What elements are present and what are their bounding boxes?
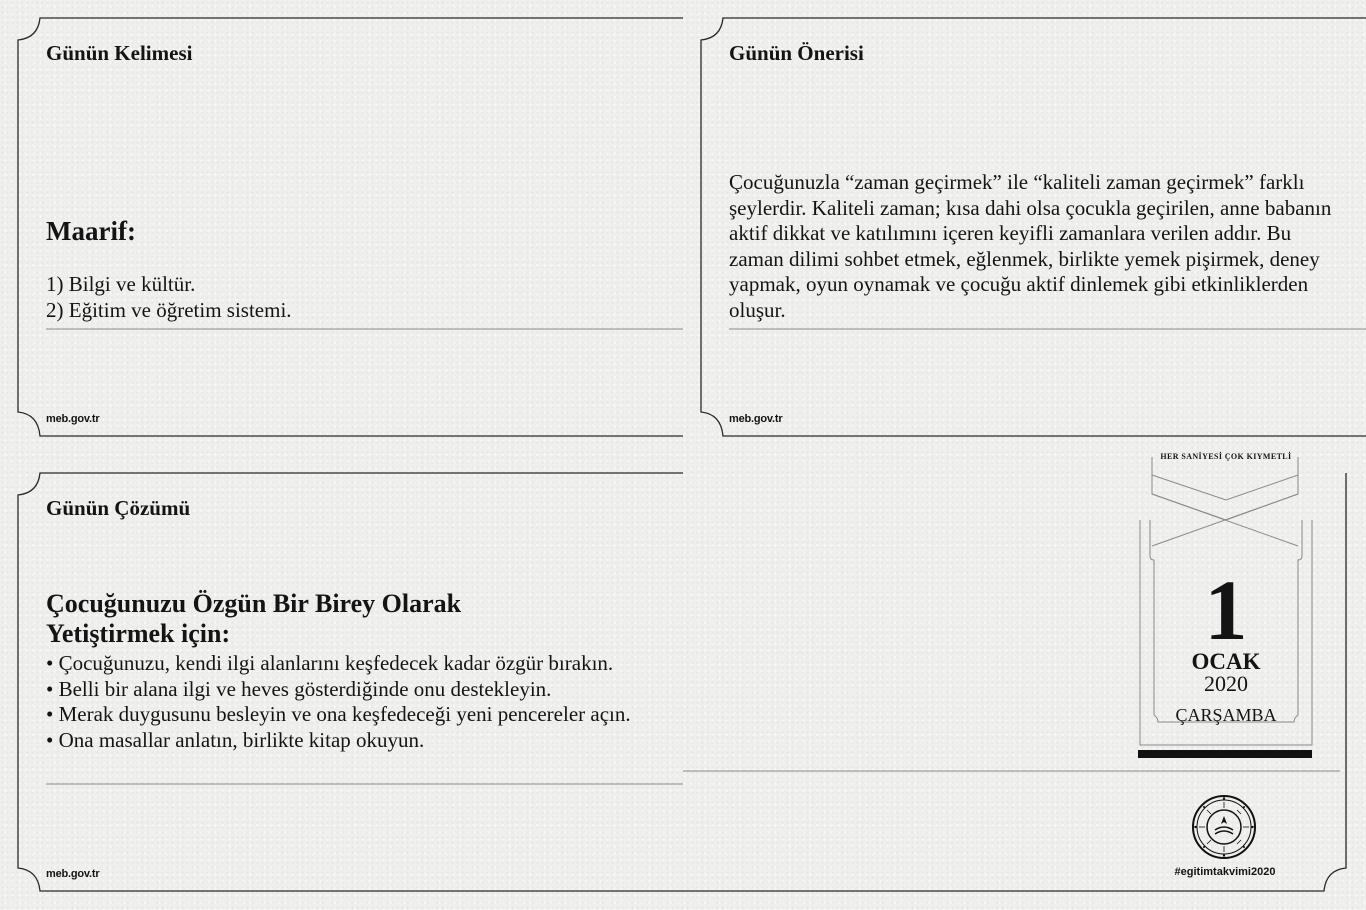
- card-3-title: Günün Çözümü: [46, 496, 191, 520]
- definition-2: 2) Eğitim ve öğretim sistemi.: [46, 297, 292, 322]
- footer-link[interactable]: meb.gov.tr: [46, 413, 100, 425]
- calendar-banner: HER SANİYESİ ÇOK KIYMETLİ: [1160, 452, 1292, 461]
- hashtag-link[interactable]: #egitimtakvimi2020: [1174, 866, 1276, 878]
- list-item: • Ona masallar anlatın, birlikte kitap okuyun.: [46, 728, 683, 754]
- footer-link[interactable]: meb.gov.tr: [46, 868, 100, 880]
- definition-1: 1) Bilgi ve kültür.: [46, 272, 196, 296]
- calendar-month: OCAK: [1191, 649, 1261, 674]
- solution-list: [46, 651, 683, 753]
- ministry-seal-icon: [1191, 794, 1257, 860]
- solution-heading: Çocuğunuzu Özgün Bir Birey Olarak Yetiştirmek için:: [46, 589, 462, 648]
- footer-link[interactable]: meb.gov.tr: [729, 413, 783, 425]
- list-item: • Belli bir alana ilgi ve heves gösterdiğinde onu destekleyin.: [46, 677, 683, 703]
- calendar-weekday: ÇARŞAMBA: [1175, 705, 1277, 725]
- calendar-base-bar: [1138, 750, 1312, 758]
- list-item: • Merak duygusunu besleyin ve ona keşfedeceği yeni pencereler açın.: [46, 702, 683, 728]
- card-2-title: Günün Önerisi: [729, 41, 864, 65]
- suggestion-text: Çocuğunuzla “zaman geçirmek” ile “kaliteli zaman geçirmek” farklı şeylerdir. Kaliteli zaman; kısa dahi olsa çocukla geçirilen, anne babanın aktif dikkat ve katılımını içeren keyifli zamanlara verilen addır. Bu zaman dilimi sohbet etmek, eğlenmek, birlikte yemek pişirmek, deney yapmak, oyun oynamak ve çocuğu aktif dinlemek gibi etkinliklerden oluşur.: [729, 170, 1332, 322]
- calendar-day: 1: [1204, 562, 1248, 658]
- word-of-day: Maarif:: [46, 216, 136, 246]
- card-1-title: Günün Kelimesi: [46, 41, 193, 65]
- word-definitions: [46, 272, 292, 323]
- list-item: • Çocuğunuzu, kendi ilgi alanlarını keşfedecek kadar özgür bırakın.: [46, 651, 683, 677]
- calendar-year: 2020: [1204, 671, 1248, 696]
